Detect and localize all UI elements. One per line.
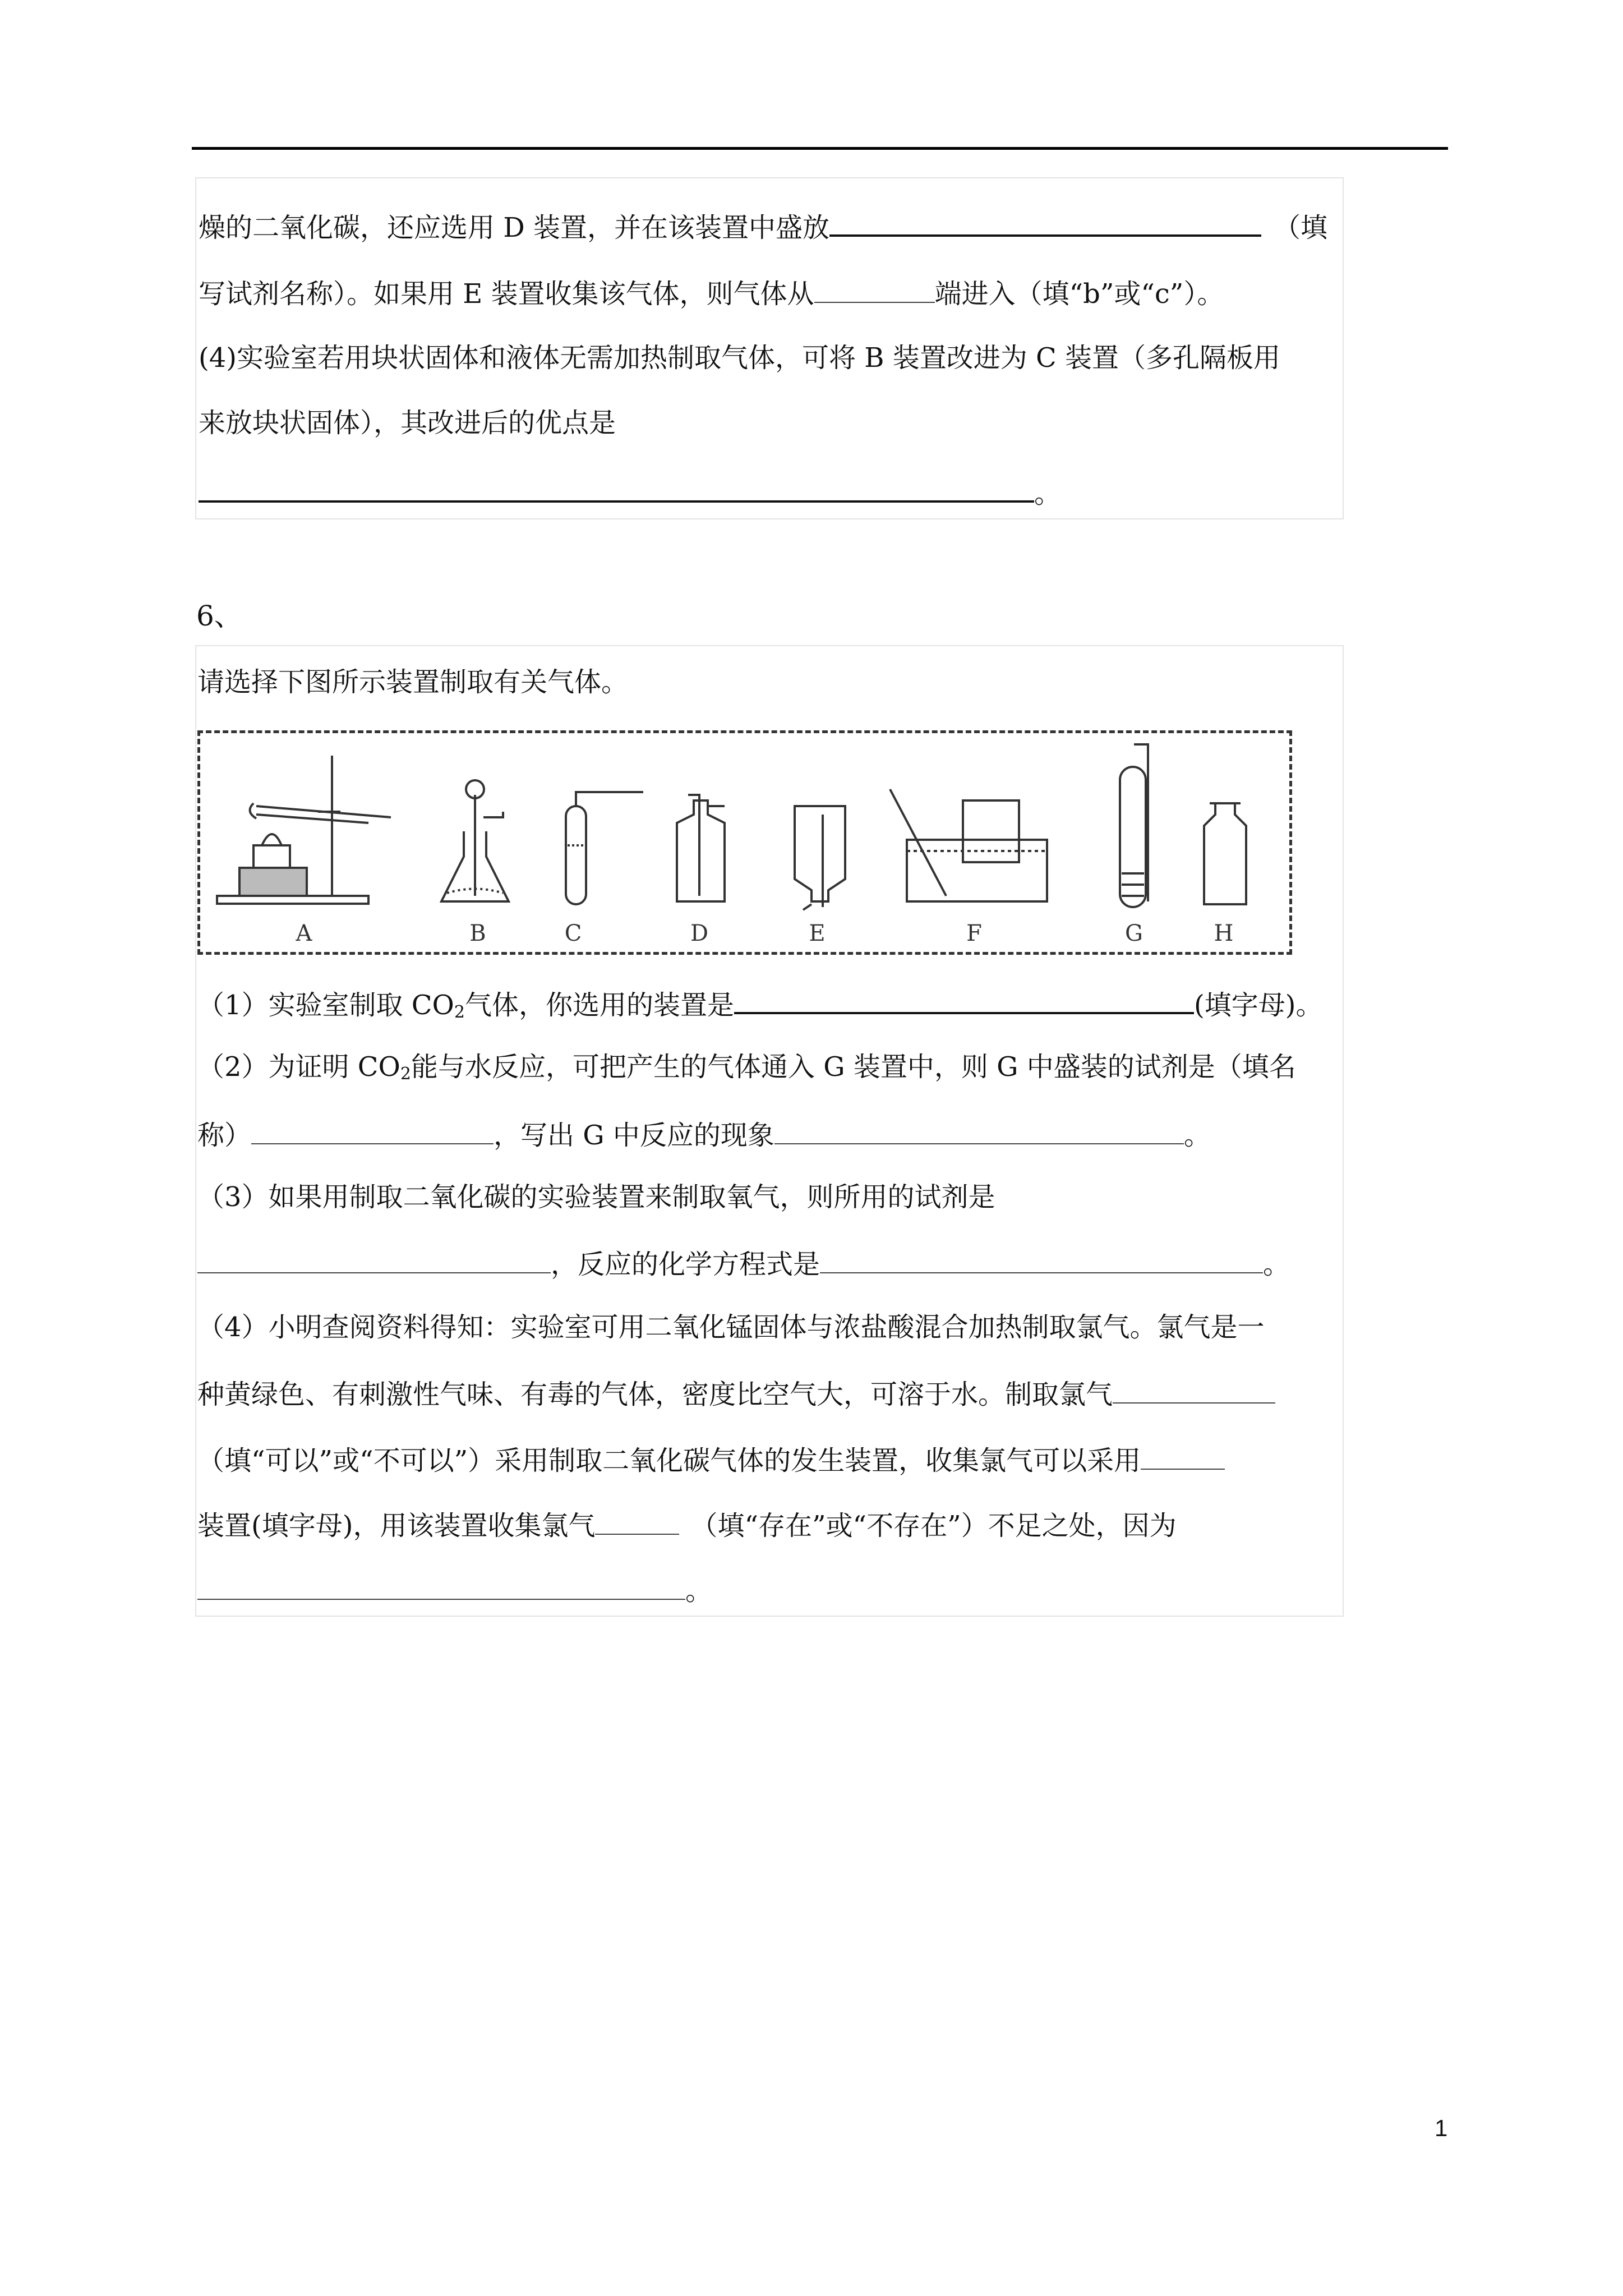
apparatus-f-icon	[890, 789, 1047, 901]
q6-part2	[197, 1050, 1296, 1091]
q6-text: ，反应的化学方程式是	[551, 1249, 820, 1280]
q6-text: （1）实验室制取 CO	[197, 990, 454, 1021]
figure-label-f: F	[966, 921, 982, 946]
apparatus-g-icon	[1120, 744, 1148, 907]
q6-part2-cont	[197, 1116, 1211, 1152]
q6-text: （填“存在”或“不存在”）不足之处，因为	[690, 1510, 1177, 1542]
q5-line4: 来放块状固体），其改进后的优点是	[199, 407, 616, 439]
q5-line2	[199, 275, 1224, 311]
apparatus-a-icon	[217, 756, 391, 904]
q6-text: 气体，你选用的装置是	[464, 990, 734, 1021]
q6-intro: 请选择下图所示装置制取有关气体。	[197, 666, 629, 698]
answer-blank-advantage[interactable]	[199, 473, 1034, 503]
q6-part4-line3	[197, 1442, 1225, 1478]
q5-line5	[199, 473, 1061, 510]
answer-blank-reason[interactable]	[197, 1572, 685, 1600]
apparatus-e-icon	[795, 806, 845, 910]
apparatus-c-icon	[566, 792, 643, 904]
answer-blank-g-reagent[interactable]	[251, 1116, 494, 1144]
q5-text: 燥的二氧化碳，还应选用 D 装置，并在该装置中盛放	[199, 212, 830, 243]
apparatus-d-icon	[677, 795, 725, 901]
apparatus-figure	[197, 730, 1292, 955]
q5-line3: (4)实验室若用块状固体和液体无需加热制取气体，可将 B 装置改进为 C 装置（多孔隔板用	[199, 342, 1281, 374]
q6-text: (填字母)。	[1194, 990, 1323, 1021]
q5-text: （填	[1274, 212, 1328, 243]
answer-blank-g-phenomenon[interactable]	[774, 1116, 1184, 1144]
answer-blank-reagent[interactable]	[829, 208, 1261, 237]
q6-text: （2）为证明 CO	[197, 1051, 400, 1083]
q6-part3-cont	[197, 1245, 1290, 1281]
answer-blank-shortcoming[interactable]	[595, 1507, 679, 1535]
subscript: 2	[400, 1064, 411, 1084]
page-number: 1	[1435, 2115, 1448, 2141]
subscript: 2	[454, 1002, 465, 1022]
q6-text: 。	[685, 1575, 713, 1607]
q6-part1	[197, 985, 1322, 1029]
q6-text: 种黄绿色、有刺激性气味、有毒的气体，密度比空气大，可溶于水。制取氯气	[197, 1379, 1113, 1410]
figure-label-b: B	[469, 921, 486, 946]
apparatus-b-icon	[441, 780, 509, 901]
q6-text: 。	[1183, 1120, 1211, 1151]
question5-continuation-box	[195, 177, 1344, 519]
q6-text: ，写出 G 中反应的现象	[494, 1120, 774, 1151]
answer-blank-collect-apparatus[interactable]	[1141, 1442, 1225, 1470]
figure-label-c: C	[564, 921, 582, 946]
answer-blank-equation[interactable]	[820, 1245, 1263, 1273]
answer-blank-inlet[interactable]	[814, 275, 935, 303]
q6-part4-line1: （4）小明查阅资料得知：实验室可用二氧化锰固体与浓盐酸混合加热制取氯气。氯气是一	[197, 1312, 1265, 1343]
q5-line1	[199, 208, 1327, 245]
q6-text: 。	[1263, 1249, 1290, 1280]
q6-part3: （3）如果用制取二氧化碳的实验装置来制取氧气，则所用的试剂是	[197, 1181, 995, 1213]
q6-text: 装置(填字母)，用该装置收集氯气	[197, 1510, 596, 1542]
apparatus-drawing	[200, 733, 1289, 952]
answer-blank-can-use[interactable]	[1113, 1375, 1275, 1404]
header-rule	[192, 147, 1448, 150]
q6-text: 称）	[197, 1120, 252, 1151]
figure-label-e: E	[809, 921, 826, 946]
answer-blank-co2-apparatus[interactable]	[734, 985, 1194, 1014]
figure-label-d: D	[690, 921, 709, 946]
q6-text: 能与水反应，可把产生的气体通入 G 装置中，则 G 中盛装的试剂是（填名	[411, 1051, 1296, 1083]
q6-part4-line4	[197, 1507, 1177, 1543]
q5-text: 写试剂名称）。如果用 E 装置收集该气体，则气体从	[199, 278, 814, 310]
q6-text: （填“可以”或“不可以”）采用制取二氧化碳气体的发生装置，收集氯气可以采用	[197, 1445, 1141, 1476]
q5-text: 。	[1034, 478, 1062, 509]
figure-label-g: G	[1125, 921, 1143, 946]
apparatus-h-icon	[1204, 803, 1246, 904]
q5-text: 端进入（填“b”或“c”）。	[934, 278, 1224, 310]
figure-label-h: H	[1214, 921, 1234, 946]
question-number: 6、	[196, 600, 242, 632]
q6-part4-line2	[197, 1375, 1275, 1411]
answer-blank-o2-reagent[interactable]	[197, 1245, 551, 1273]
q6-part4-line5	[197, 1572, 712, 1608]
figure-label-a: A	[296, 921, 312, 946]
